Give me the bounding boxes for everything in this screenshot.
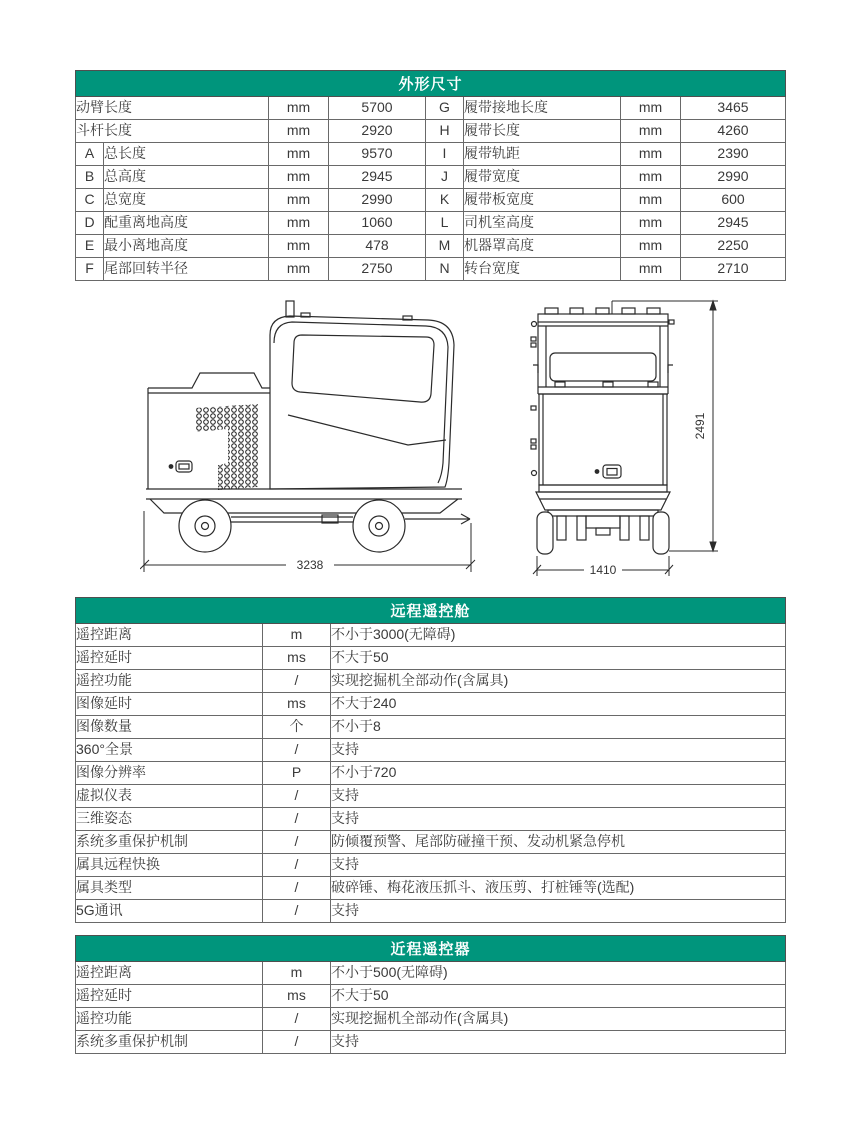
dim-unit: mm [621, 212, 681, 235]
spec-value: 不大于50 [331, 647, 786, 670]
dim-letter: N [426, 258, 464, 281]
dim-unit: mm [621, 143, 681, 166]
spec-name: 图像延时 [76, 693, 263, 716]
dim-unit: mm [269, 166, 329, 189]
table-row [76, 716, 786, 739]
dim-name: 斗杆长度 [76, 120, 269, 143]
dim-letter: M [426, 235, 464, 258]
dim-value: 2710 [681, 258, 786, 281]
spec-unit: / [263, 877, 331, 900]
spec-name: 图像分辨率 [76, 762, 263, 785]
spec-name: 属具远程快换 [76, 854, 263, 877]
dim-unit: mm [621, 120, 681, 143]
dim-value: 2250 [681, 235, 786, 258]
dim-name: 配重离地高度 [104, 212, 269, 235]
table-row [76, 900, 786, 923]
dim-value: 5700 [329, 97, 426, 120]
dim-name: 履带宽度 [464, 166, 621, 189]
spec-unit: ms [263, 985, 331, 1008]
spec-unit: / [263, 739, 331, 762]
table-row [76, 831, 786, 854]
table-row [76, 670, 786, 693]
spec-value: 破碎锤、梅花液压抓斗、液压剪、打桩锤等(选配) [331, 877, 786, 900]
table-row [76, 1031, 786, 1054]
spec-value: 不大于240 [331, 693, 786, 716]
dim-unit: mm [269, 143, 329, 166]
dim-name: 最小离地高度 [104, 235, 269, 258]
dim-value: 2945 [329, 166, 426, 189]
spec-name: 系统多重保护机制 [76, 831, 263, 854]
spec-name: 遥控距离 [76, 624, 263, 647]
dim-letter: C [76, 189, 104, 212]
spec-name: 遥控功能 [76, 1008, 263, 1031]
remote-cabin-table [75, 597, 786, 923]
side-view-drawing [140, 293, 480, 583]
dim-name: 转台宽度 [464, 258, 621, 281]
spec-name: 360°全景 [76, 739, 263, 762]
dim-value: 478 [329, 235, 426, 258]
table-row [76, 962, 786, 985]
spec-value: 不小于8 [331, 716, 786, 739]
spec-unit: ms [263, 647, 331, 670]
dim-letter: I [426, 143, 464, 166]
spec-value: 支持 [331, 808, 786, 831]
spec-unit: m [263, 962, 331, 985]
spec-value: 不小于720 [331, 762, 786, 785]
dim-unit: mm [269, 235, 329, 258]
short-range-remote-table [75, 935, 786, 1054]
dim-value: 2750 [329, 258, 426, 281]
dim-letter: B [76, 166, 104, 189]
table-row [76, 120, 786, 143]
dim-unit: mm [621, 258, 681, 281]
dim-letter: E [76, 235, 104, 258]
table-row [76, 762, 786, 785]
spec-unit: / [263, 785, 331, 808]
dim-letter: A [76, 143, 104, 166]
dim-name: 履带接地长度 [464, 97, 621, 120]
spec-unit: m [263, 624, 331, 647]
table-title: 远程遥控舱 [76, 598, 786, 624]
dim-name: 履带板宽度 [464, 189, 621, 212]
table-row [76, 877, 786, 900]
spec-name: 系统多重保护机制 [76, 1031, 263, 1054]
spec-unit: / [263, 854, 331, 877]
dim-unit: mm [621, 166, 681, 189]
spec-value: 不小于3000(无障碍) [331, 624, 786, 647]
table-row [76, 258, 786, 281]
spec-unit: / [263, 1008, 331, 1031]
spec-name: 遥控延时 [76, 647, 263, 670]
spec-name: 5G通讯 [76, 900, 263, 923]
rear-view-drawing [500, 293, 725, 583]
dim-letter: H [426, 120, 464, 143]
dim-value: 2990 [329, 189, 426, 212]
rear-view-body [531, 308, 674, 554]
table-row [76, 647, 786, 670]
dimensions-table [75, 70, 786, 281]
spec-value: 支持 [331, 900, 786, 923]
side-view-width-label: 3238 [296, 558, 324, 572]
dim-value: 2945 [681, 212, 786, 235]
table-row [76, 785, 786, 808]
table-row [76, 143, 786, 166]
table-row [76, 235, 786, 258]
table-row [76, 166, 786, 189]
dim-unit: mm [269, 97, 329, 120]
spec-unit: / [263, 900, 331, 923]
rear-view-width-label: 1410 [589, 563, 617, 577]
spec-name: 图像数量 [76, 716, 263, 739]
table-row [76, 212, 786, 235]
dim-value: 3465 [681, 97, 786, 120]
spec-name: 三维姿态 [76, 808, 263, 831]
spec-value: 不大于50 [331, 985, 786, 1008]
dim-letter: F [76, 258, 104, 281]
spec-name: 遥控距离 [76, 962, 263, 985]
spec-unit: / [263, 1031, 331, 1054]
table-row [76, 808, 786, 831]
dim-name: 司机室高度 [464, 212, 621, 235]
dim-value: 9570 [329, 143, 426, 166]
spec-unit: / [263, 808, 331, 831]
dim-name: 履带长度 [464, 120, 621, 143]
spec-value: 支持 [331, 854, 786, 877]
dim-unit: mm [621, 97, 681, 120]
dim-name: 尾部回转半径 [104, 258, 269, 281]
spec-name: 虚拟仪表 [76, 785, 263, 808]
dim-letter: K [426, 189, 464, 212]
dim-name: 动臂长度 [76, 97, 269, 120]
dim-value: 4260 [681, 120, 786, 143]
dim-value: 600 [681, 189, 786, 212]
dim-name: 履带轨距 [464, 143, 621, 166]
dim-value: 2920 [329, 120, 426, 143]
table-row [76, 624, 786, 647]
dim-letter: G [426, 97, 464, 120]
table-row [76, 854, 786, 877]
table-title: 外形尺寸 [76, 71, 786, 97]
table-row [76, 189, 786, 212]
dim-name: 总长度 [104, 143, 269, 166]
dim-value: 2990 [681, 166, 786, 189]
dim-value: 2390 [681, 143, 786, 166]
table-row [76, 693, 786, 716]
dim-unit: mm [269, 258, 329, 281]
table-row [76, 739, 786, 762]
dim-name: 总高度 [104, 166, 269, 189]
dim-unit: mm [621, 235, 681, 258]
spec-value: 实现挖掘机全部动作(含属具) [331, 1008, 786, 1031]
spec-unit: / [263, 670, 331, 693]
spec-unit: P [263, 762, 331, 785]
dim-value: 1060 [329, 212, 426, 235]
spec-unit: / [263, 831, 331, 854]
spec-name: 遥控功能 [76, 670, 263, 693]
spec-value: 实现挖掘机全部动作(含属具) [331, 670, 786, 693]
dim-unit: mm [269, 189, 329, 212]
spec-unit: ms [263, 693, 331, 716]
dim-letter: L [426, 212, 464, 235]
dim-unit: mm [269, 120, 329, 143]
side-view-body [146, 301, 470, 552]
dim-letter: D [76, 212, 104, 235]
dim-letter: J [426, 166, 464, 189]
rear-view-dimensions [533, 301, 718, 576]
rear-view-height-label: 2491 [693, 412, 707, 440]
table-row [76, 985, 786, 1008]
dim-name: 机器罩高度 [464, 235, 621, 258]
table-row [76, 97, 786, 120]
dim-unit: mm [621, 189, 681, 212]
spec-value: 支持 [331, 785, 786, 808]
spec-value: 防倾覆预警、尾部防碰撞干预、发动机紧急停机 [331, 831, 786, 854]
spec-value: 不小于500(无障碍) [331, 962, 786, 985]
spec-value: 支持 [331, 1031, 786, 1054]
table-title: 近程遥控器 [76, 936, 786, 962]
table-row [76, 1008, 786, 1031]
spec-name: 属具类型 [76, 877, 263, 900]
dim-name: 总宽度 [104, 189, 269, 212]
spec-unit: 个 [263, 716, 331, 739]
dim-unit: mm [269, 212, 329, 235]
spec-name: 遥控延时 [76, 985, 263, 1008]
spec-value: 支持 [331, 739, 786, 762]
